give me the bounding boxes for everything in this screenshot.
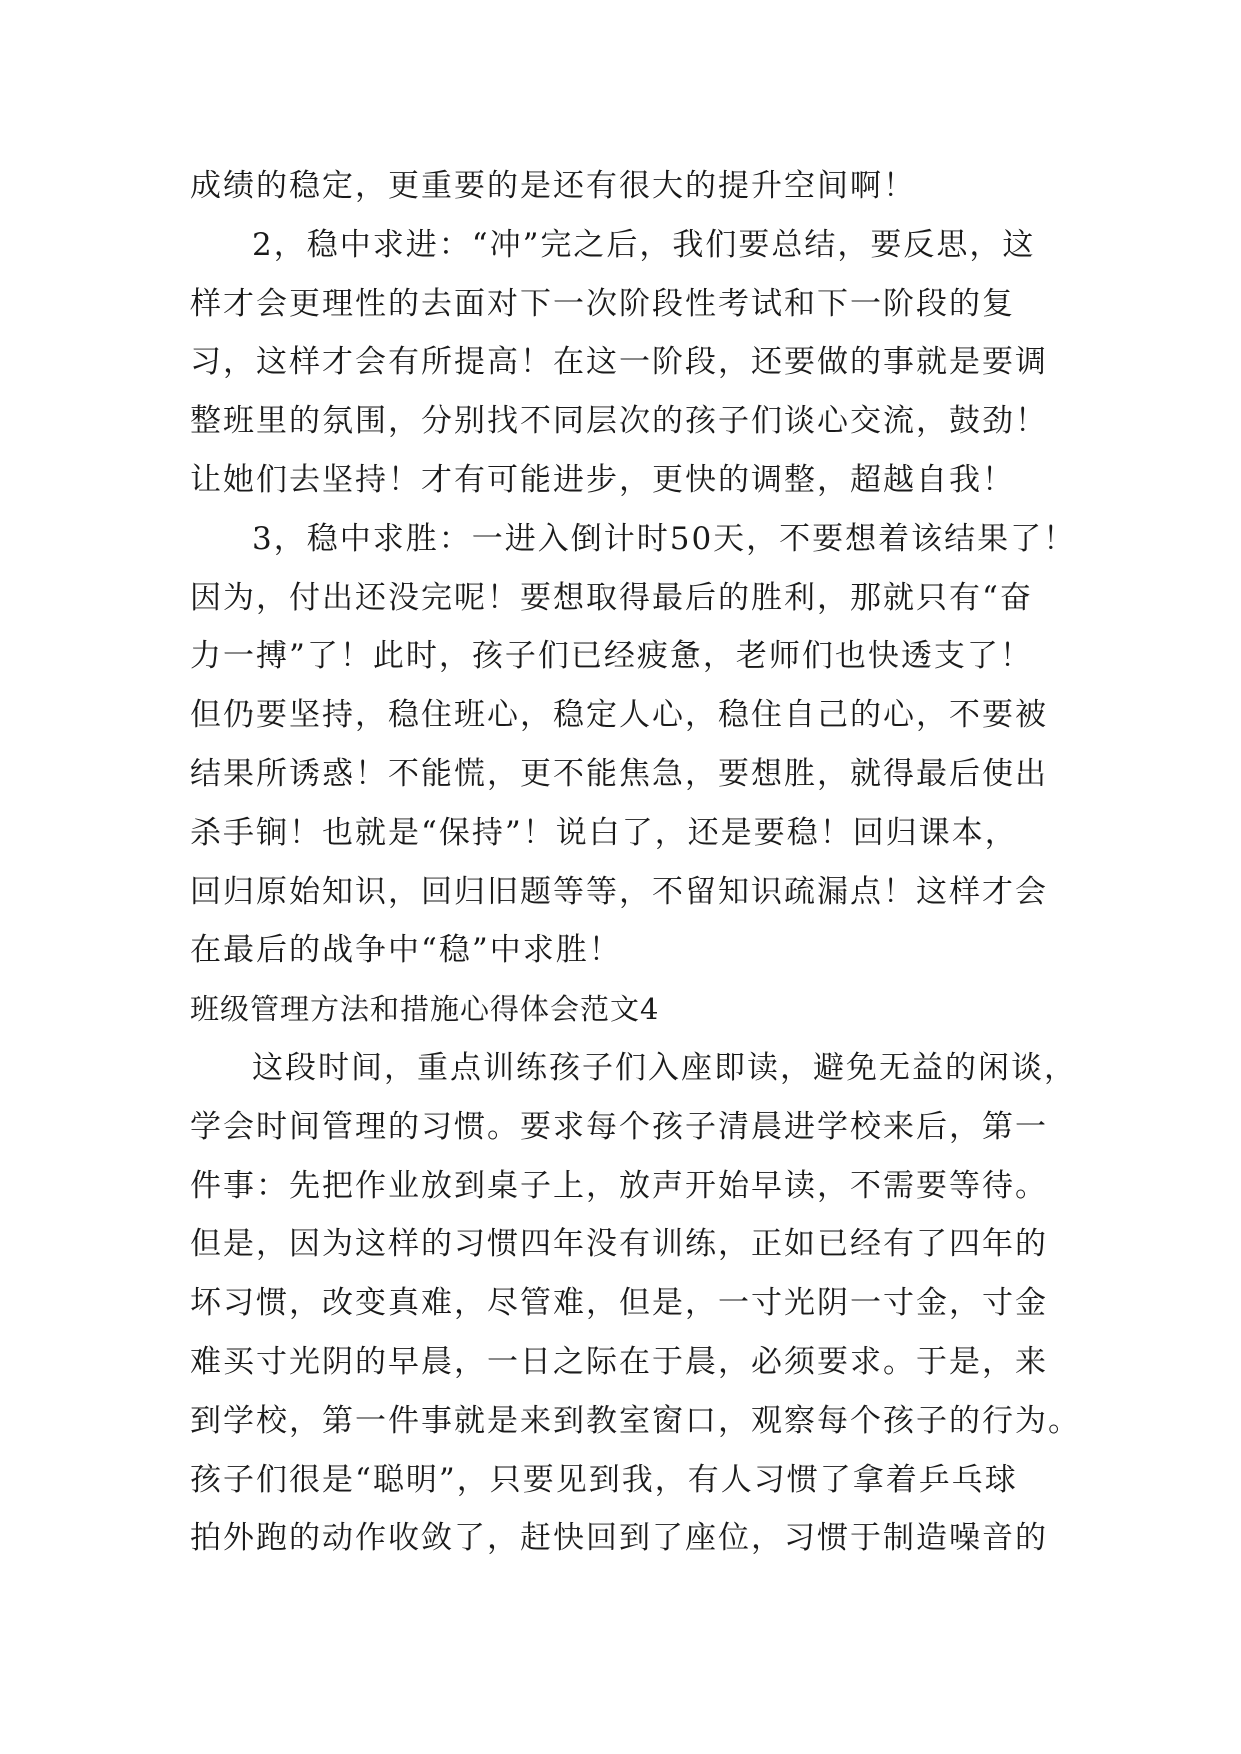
text-line: 这段时间，重点训练孩子们入座即读，避免无益的闲谈， bbox=[252, 1049, 1077, 1086]
text-line: 回归原始知识，回归旧题等等，不留知识疏漏点！这样才会 bbox=[190, 873, 1048, 910]
text-line: 到学校，第一件事就是来到教室窗口，观察每个孩子的行为。 bbox=[190, 1402, 1081, 1439]
text-line: 拍外跑的动作收敛了，赶快回到了座位，习惯于制造噪音的 bbox=[190, 1520, 1048, 1557]
text-line: 2，稳中求进：“冲”完之后，我们要总结，要反思，这 bbox=[252, 226, 1036, 263]
text-line: 学会时间管理的习惯。要求每个孩子清晨进学校来后，第一 bbox=[190, 1108, 1048, 1145]
text-line: 3，稳中求胜：一进入倒计时50天，不要想着该结果了！ bbox=[252, 520, 1077, 557]
text-line: 件事：先把作业放到桌子上，放声开始早读，不需要等待。 bbox=[190, 1167, 1048, 1204]
text-line: 但仍要坚持，稳住班心，稳定人心，稳住自己的心，不要被 bbox=[190, 697, 1048, 734]
text-line: 孩子们很是“聪明”，只要见到我，有人习惯了拿着乒乓球 bbox=[190, 1461, 1018, 1498]
text-line: 整班里的氛围，分别找不同层次的孩子们谈心交流，鼓劲！ bbox=[190, 403, 1048, 440]
text-line: 坏习惯，改变真难，尽管难，但是，一寸光阴一寸金，寸金 bbox=[190, 1285, 1048, 1322]
text-line: 因为，付出还没完呢！要想取得最后的胜利，那就只有“奋 bbox=[190, 579, 1033, 616]
text-line: 习，这样才会有所提高！在这一阶段，还要做的事就是要调 bbox=[190, 344, 1048, 381]
text-line: 让她们去坚持！才有可能进步，更快的调整，超越自我！ bbox=[190, 461, 1015, 498]
document-body bbox=[190, 157, 1081, 1568]
text-line: 成绩的稳定，更重要的是还有很大的提升空间啊！ bbox=[190, 168, 916, 204]
text-line: 在最后的战争中“稳”中求胜！ bbox=[190, 932, 622, 969]
text-line: 力一搏”了！此时，孩子们已经疲惫，老师们也快透支了！ bbox=[190, 638, 1033, 675]
text-line: 杀手锏！也就是“保持”！说白了，还是要稳！回归课本， bbox=[190, 814, 1018, 851]
text-line: 结果所诱惑！不能慌，更不能焦急，要想胜，就得最后使出 bbox=[190, 755, 1048, 792]
text-line: 样才会更理性的去面对下一次阶段性考试和下一阶段的复 bbox=[190, 285, 1015, 322]
text-line: 但是，因为这样的习惯四年没有训练，正如已经有了四年的 bbox=[190, 1226, 1048, 1263]
text-line: 难买寸光阴的早晨，一日之际在于晨，必须要求。于是，来 bbox=[190, 1343, 1048, 1380]
section-heading: 班级管理方法和措施心得体会范文4 bbox=[190, 992, 660, 1027]
